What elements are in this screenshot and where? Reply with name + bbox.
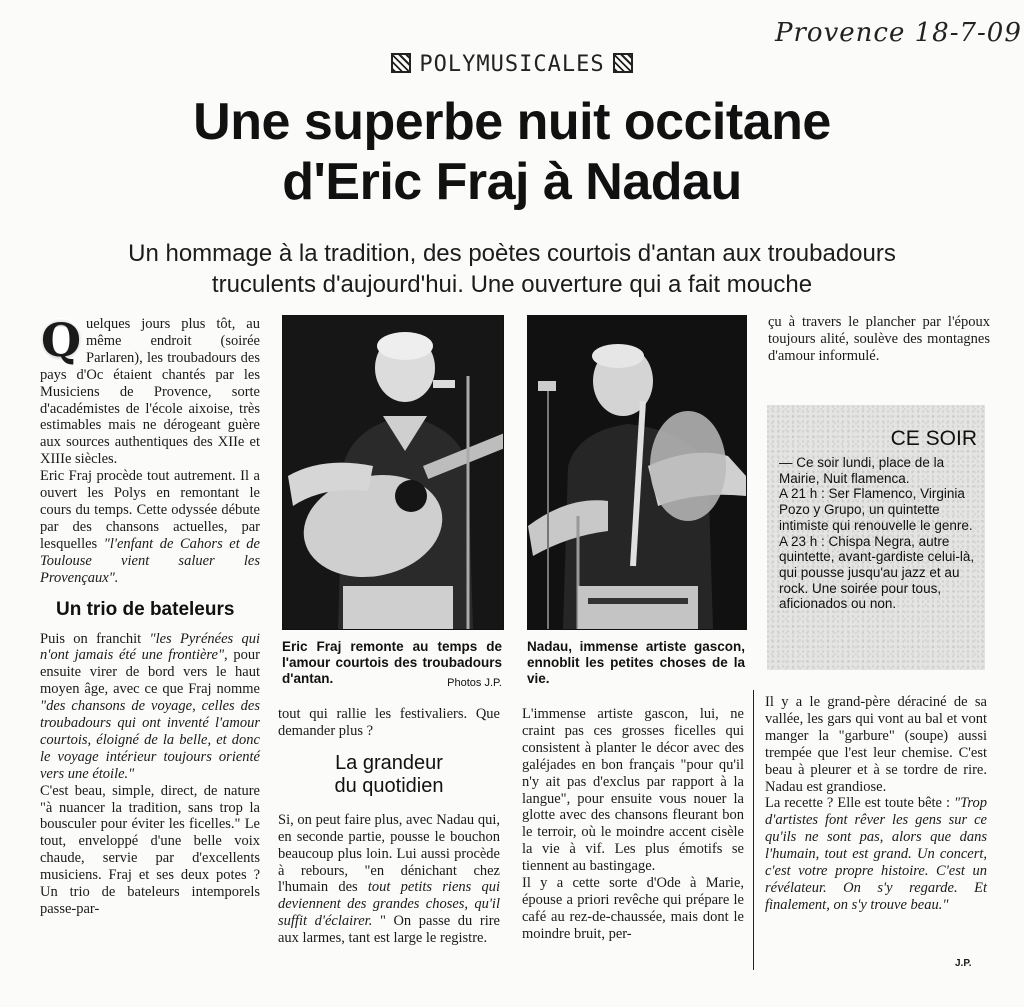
intro-paragraph (40, 313, 260, 468)
subhead-trio: Un trio de bateleurs (56, 598, 235, 620)
article-column-3 (522, 706, 744, 943)
rubric-label: POLYMUSICALES (419, 52, 605, 77)
caption-text: Eric Fraj remonte au temps de l'amour courtois des troubadours d'antan. (282, 639, 502, 686)
dropcap: Q (40, 313, 82, 367)
quote-text: "l'enfant de Cahors et de Toulouse vient saluer les Provençaux". (40, 535, 260, 586)
box-item: A 21 h : Ser Flamenco, Virginia Pozo y Grupo, un quintette intimiste qui renouvelle le genre. (779, 486, 973, 533)
paragraph: Il y a cette sorte d'Ode à Marie, épouse a priori revêche qui prépare le café au rez-de-chaussée, mais dont le moindre bruit, per- (522, 875, 744, 942)
headline-line-1: Une superbe nuit occitane (193, 93, 831, 151)
quote-text: tout petits riens qui deviennent des grandes choses, qu'il suffit d'éclairer. (278, 879, 501, 930)
photo-2-caption: Nadau, immense artiste gascon, ennoblit les petites choses de la vie. (527, 639, 745, 686)
paragraph-text: La recette ? Elle est toute bête : (765, 795, 955, 812)
paragraph-text: Puis on franchit (40, 630, 150, 647)
paragraph: çu à travers le plancher par l'époux toujours alité, soulève des montagnes d'amour informulé. (768, 314, 990, 364)
flutist-illustration (528, 316, 746, 629)
rubric-ornament-right (613, 53, 633, 73)
subhead-line-2: du quotidien (334, 774, 444, 797)
paragraph: C'est beau, simple, direct, de nature "à nuancer la tradition, sans trop la bousculer pour éviter les ficelles." Le tout, enveloppé d'une belle voix chaude, servie par d'excellents musiciens. Fraj et ses deux potes ? Un trio de bateleurs intemporels passe-par- (40, 782, 260, 917)
quote-text: "des chansons de voyage, celles des troubadours qui ont inventé l'amour courtois, éloigné de la belle, et donc le voyage intérieur toujours orienté vers une étoile." (40, 698, 260, 782)
article-column-2 (278, 706, 500, 947)
paragraph: L'immense artiste gascon, lui, ne craint pas ces grosses ficelles qui consistent à planter le décor avec des galéjades en bon français "pour qu'il n'y ait pas d'exclus par rapport à la langue", pour ensuite vous nouer la glotte avec des chansons fleurant bon le terroir, où le moindre accent cisèle la vie à vif. Les plus émotifs se tiennent au bastingage. (522, 706, 744, 875)
paragraph-text: , pour ensuite virer de bord vers le haut moyen âge, avec ce que Fraj nomme (40, 647, 260, 698)
intro-text: uelques jours plus tôt, au même endroit (soirée Parlaren), les troubadours des pays d'Oc étaient chantés par les Musiciens de Provence, sorte d'académistes de l'école aixoise, très estimables mais ne dérogeant guère aux sources authentiques des XIIe et XIIIe siècles. (40, 316, 260, 468)
headline (0, 92, 1024, 212)
paragraph (765, 795, 987, 913)
box-item: A 23 h : Chispa Negra, autre quintette, avant-gardiste celui-là, qui pousse jusqu'au jazz et au rock. Une soirée pour tous, aficionados ou non. (779, 533, 975, 612)
paragraph (40, 468, 260, 586)
photo-nadau (527, 315, 747, 630)
article-column-4-bottom (765, 694, 987, 914)
paragraph-text: " On passe du rire aux larmes, tant est large le registre. (278, 913, 500, 947)
paragraph: Il y a le grand-père déraciné de sa vallée, les gars qui vont au bal et vont manger la "garbure" (soupe) aussi trempée que l'est leur chemise. C'est beau à pleurer et à se tordre de rire. Nadau est grandiose. (765, 694, 987, 795)
box-text (767, 451, 985, 612)
rubric-ornament-left (391, 53, 411, 73)
article-column-4-top (768, 314, 990, 365)
paragraph (278, 812, 500, 947)
box-item: — Ce soir lundi, place de la Mairie, Nuit flamenca. (779, 455, 945, 486)
subhead-grandeur (278, 752, 500, 798)
deck-line-1: Un hommage à la tradition, des poètes courtois d'antan aux troubadours (128, 240, 896, 267)
box-title: CE SOIR (890, 427, 977, 450)
quote-text: "les Pyrénées qui n'ont jamais été une frontière" (40, 630, 260, 664)
handwritten-note: Provence 18-7-09 (775, 18, 1022, 48)
section-rubric (0, 52, 1024, 77)
photo-1-caption (282, 639, 502, 691)
deck (40, 238, 984, 300)
paragraph: tout qui rallie les festivaliers. Que demander plus ? (278, 706, 500, 739)
paragraph-text: Si, on peut faire plus, avec Nadau qui, en seconde partie, pousse le bouchon beaucoup plus loin. Lui aussi procède à rebours, "en dénichant chez l'humain des (278, 811, 500, 896)
headline-line-2: d'Eric Fraj à Nadau (282, 153, 742, 211)
paragraph-text: Eric Fraj procède tout autrement. Il a ouvert les Polys en remontant le cours du temps. Cette odyssée débute par des chansons actuelles, par lesquelles (40, 468, 260, 552)
article-column-1 (40, 313, 260, 918)
column-rule (753, 690, 754, 970)
deck-line-2: truculents d'aujourd'hui. Une ouverture qui a fait mouche (211, 271, 813, 298)
guitarist-illustration (283, 316, 503, 629)
quote-text: "Trop d'artistes font rêver les gens sur ce qu'ils ne sont pas, alors que dans l'humain, tout est grand. Un concert, c'est votre propre histoire. C'est un révélateur. On s'y regarde. Et finalement, on s'y trouve beau." (765, 795, 987, 913)
author-signature: J.P. (955, 958, 972, 969)
photo-credit: Photos J.P. (447, 677, 502, 689)
photo-eric-fraj (282, 315, 504, 630)
paragraph (40, 631, 260, 783)
subhead-line-1: La grandeur (335, 751, 443, 774)
ce-soir-box (767, 405, 985, 670)
